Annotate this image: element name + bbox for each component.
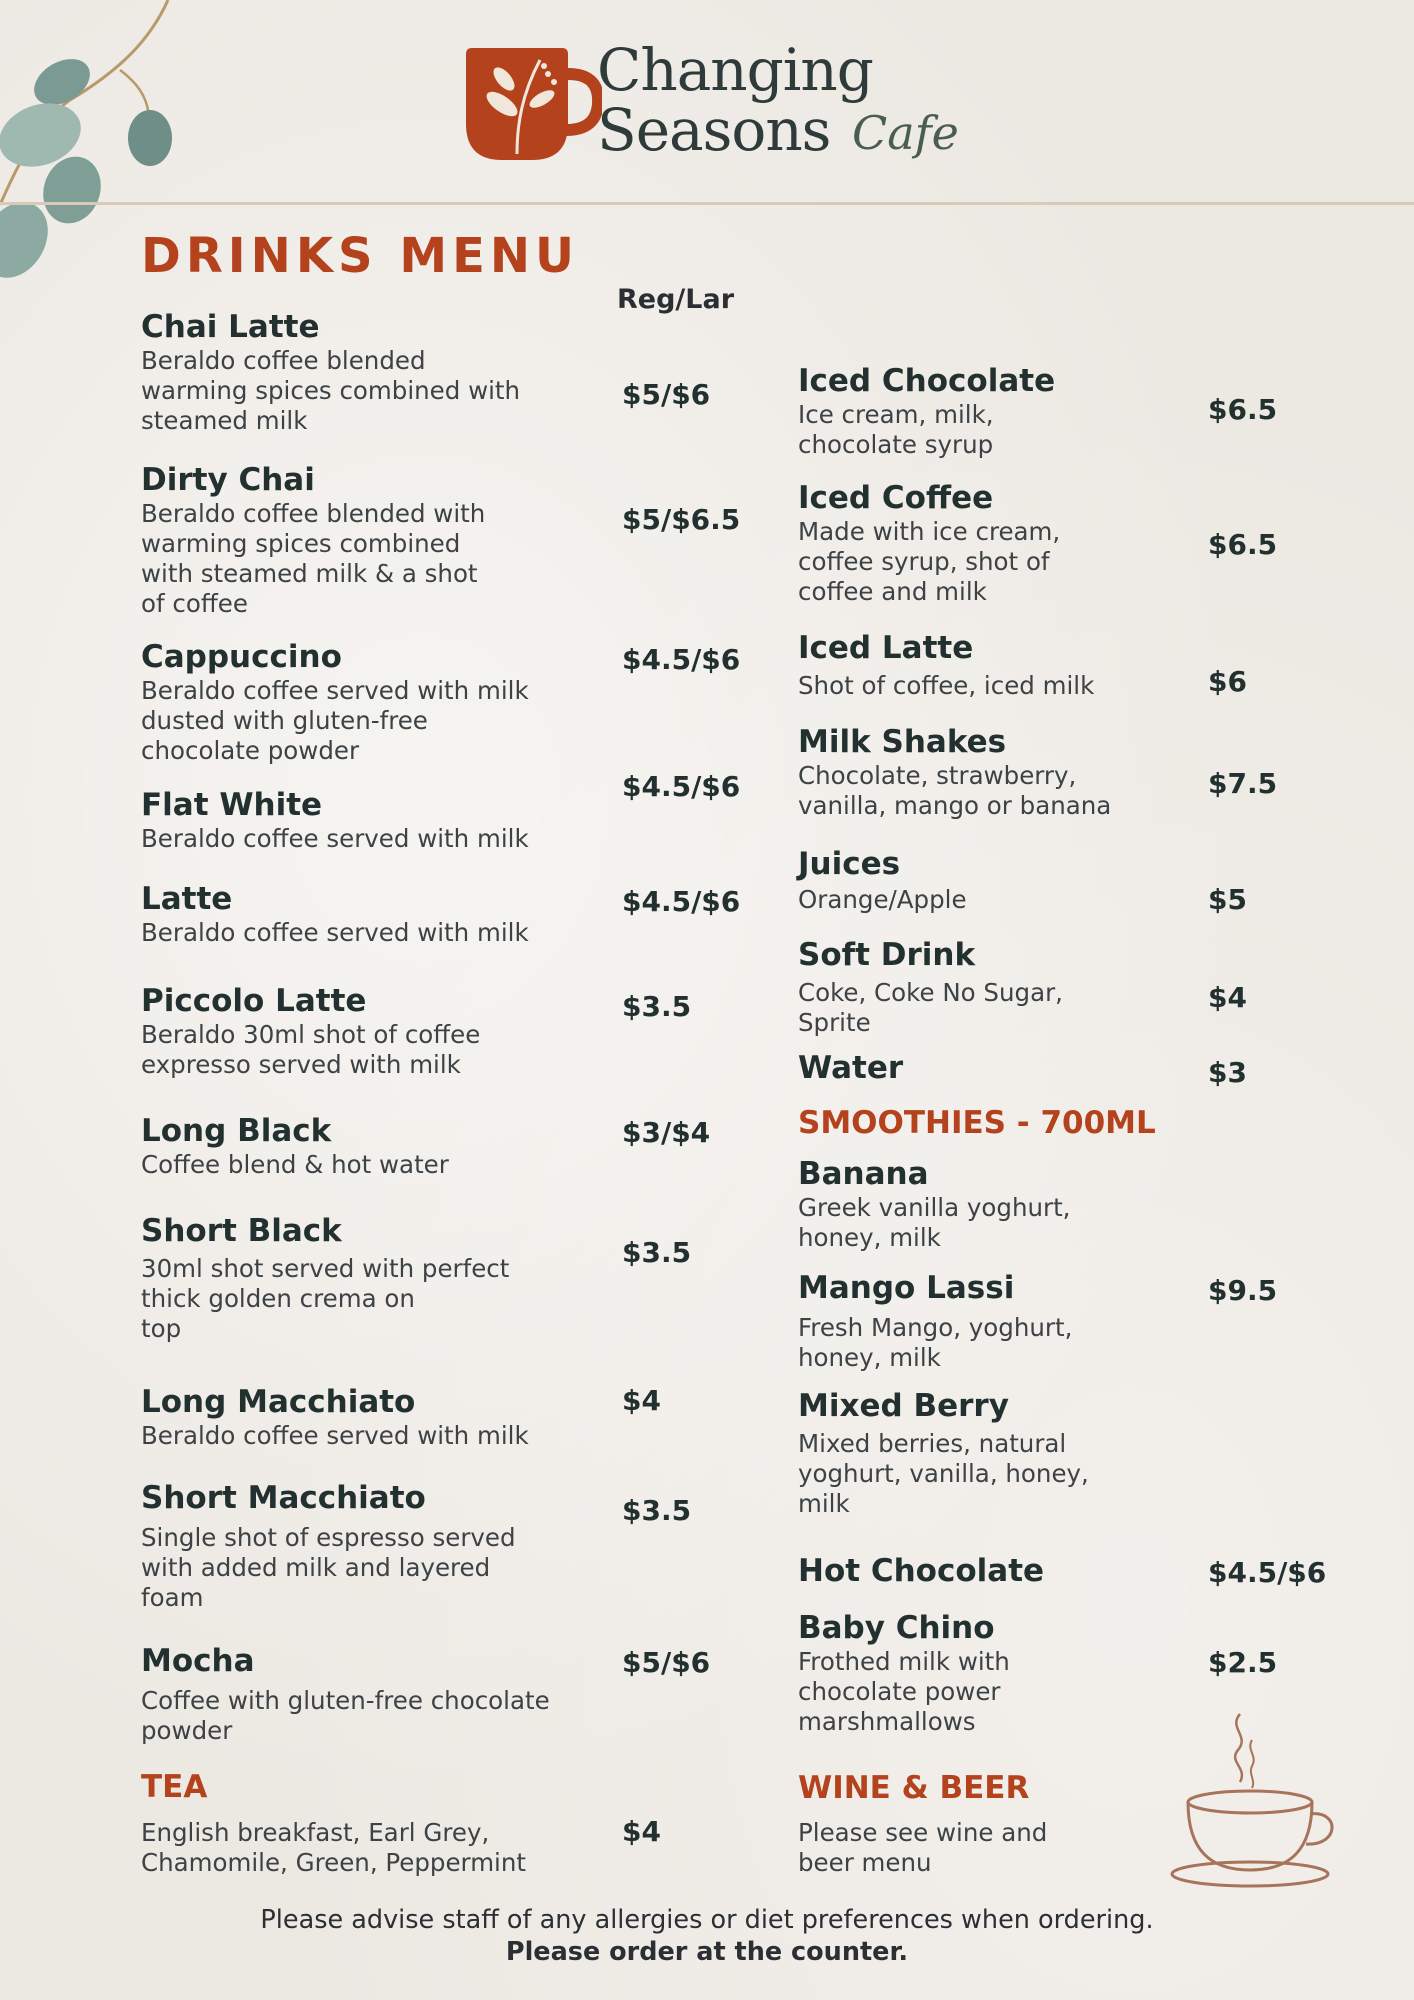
cafe-name-line2: Seasons (597, 96, 831, 164)
wine-beer-description: Please see wine and beer menu (798, 1818, 1048, 1877)
tea-description: English breakfast, Earl Grey, Chamomile, Green, Peppermint (141, 1818, 527, 1877)
item-name: Mango Lassi (798, 1270, 1015, 1306)
item-price: $3.5 (622, 1494, 692, 1527)
cafe-name-line1: Changing (597, 36, 873, 104)
item-price: $3.5 (622, 1236, 692, 1269)
item-name: Latte (141, 881, 233, 917)
menu-item (141, 461, 485, 619)
item-name: Water (798, 1050, 904, 1086)
wine-beer-heading: WINE & BEER (798, 1770, 1030, 1806)
menu-item (798, 1049, 903, 1087)
item-name: Piccolo Latte (141, 983, 367, 1019)
item-price: $4.5/$6 (622, 770, 741, 803)
cafe-script-label: Cafe (852, 106, 959, 160)
menu-item (141, 308, 520, 436)
item-price: $4 (622, 1384, 661, 1417)
item-name: Iced Latte (798, 630, 974, 666)
tea-heading: TEA (141, 1769, 208, 1805)
footer-note (0, 1904, 1414, 1968)
item-price: $4.5/$6 (622, 885, 741, 918)
item-description: Coffee with gluten-free chocolate powder (141, 1686, 550, 1745)
header-divider (0, 202, 1414, 205)
tea-item (141, 1818, 526, 1878)
item-price: $3 (1208, 1056, 1247, 1089)
item-description: Beraldo coffee blended warming spices combined with steamed milk (141, 346, 521, 435)
order-note: Please order at the counter. (505, 1937, 909, 1967)
item-description: Coffee blend & hot water (141, 1150, 449, 1179)
item-name: Banana (798, 1156, 929, 1192)
smoothies-heading: SMOOTHIES - 700ML (798, 1105, 1156, 1141)
menu-item (798, 936, 1063, 1038)
menu-item (798, 1609, 1010, 1737)
item-price: $3.5 (622, 990, 692, 1023)
item-price: $6 (1208, 665, 1247, 698)
item-description: Shot of coffee, iced milk (798, 671, 1095, 700)
item-price: $4.5/$6 (622, 643, 741, 676)
smoothie-price: $9.5 (1208, 1274, 1278, 1307)
item-name: Short Black (141, 1213, 342, 1249)
item-name: Iced Chocolate (798, 363, 1056, 399)
menu-item (141, 1212, 509, 1344)
smoothie-item (798, 1269, 1072, 1373)
item-price: $5 (1208, 883, 1247, 916)
item-description: Beraldo 30ml shot of coffee expresso served with milk (141, 1020, 481, 1079)
menu-item (798, 629, 1094, 701)
size-label: Reg/Lar (617, 284, 735, 315)
menu-item (141, 1112, 449, 1180)
item-name: Mocha (141, 1643, 255, 1679)
tea-price: $4 (622, 1815, 661, 1848)
item-price: $7.5 (1208, 767, 1278, 800)
item-description: Fresh Mango, yoghurt, honey, milk (798, 1313, 1073, 1372)
menu-item (798, 1552, 1044, 1590)
item-price: $6.5 (1208, 528, 1278, 561)
menu-item (141, 1383, 529, 1451)
item-price: $5/$6 (622, 378, 711, 411)
item-description: Beraldo coffee served with milk (141, 1421, 529, 1450)
item-price: $2.5 (1208, 1646, 1278, 1679)
item-price: $5/$6.5 (622, 503, 741, 536)
allergy-note: Please advise staff of any allergies or diet preferences when ordering. (260, 1905, 1154, 1935)
item-description: Beraldo coffee served with milk (141, 918, 529, 947)
item-price: $4.5/$6 (1208, 1556, 1327, 1589)
menu-item (141, 982, 480, 1080)
item-name: Chai Latte (141, 309, 320, 345)
cafe-name (597, 36, 873, 164)
item-description: Beraldo coffee served with milk dusted with gluten-free chocolate powder (141, 676, 529, 765)
item-description: Beraldo coffee blended with warming spices combined with steamed milk & a shot of coffee (141, 499, 486, 618)
menu-item (141, 786, 529, 854)
item-description: Greek vanilla yoghurt, honey, milk (798, 1193, 1071, 1252)
menu-item (798, 723, 1111, 821)
item-description: Ice cream, milk, chocolate syrup (798, 400, 994, 459)
item-description: Frothed milk with chocolate power marshmallows (798, 1647, 1010, 1736)
menu-item (141, 1642, 550, 1746)
menu-item (798, 362, 1055, 460)
item-name: Milk Shakes (798, 724, 1007, 760)
item-name: Soft Drink (798, 937, 976, 973)
item-description: Mixed berries, natural yoghurt, vanilla, honey, milk (798, 1429, 1089, 1518)
item-description: Orange/Apple (798, 885, 967, 914)
menu-item (141, 880, 529, 948)
menu-item (141, 638, 529, 766)
item-price: $3/$4 (622, 1116, 711, 1149)
item-description: Beraldo coffee served with milk (141, 824, 529, 853)
menu-item (798, 479, 1060, 607)
menu-item (141, 1479, 516, 1613)
smoothie-item (798, 1155, 1070, 1253)
item-description: Chocolate, strawberry, vanilla, mango or banana (798, 761, 1112, 820)
item-name: Juices (798, 846, 901, 882)
item-price: $6.5 (1208, 393, 1278, 426)
item-name: Short Macchiato (141, 1480, 426, 1516)
item-price: $5/$6 (622, 1646, 711, 1679)
cafe-logo (462, 36, 962, 170)
wine-beer-item (798, 1818, 1047, 1878)
item-description: 30ml shot served with perfect thick golden crema on top (141, 1254, 510, 1343)
item-price: $4 (1208, 981, 1247, 1014)
coffee-cup-icon (1170, 1710, 1340, 1890)
item-name: Iced Coffee (798, 480, 994, 516)
menu-heading: DRINKS MENU (141, 228, 580, 284)
smoothie-item (798, 1387, 1089, 1519)
item-name: Dirty Chai (141, 462, 315, 498)
item-name: Hot Chocolate (798, 1553, 1045, 1589)
cup-leaf-logo-icon (462, 44, 602, 164)
menu-item (798, 845, 967, 915)
item-description: Single shot of espresso served with added milk and layered foam (141, 1523, 516, 1612)
item-description: Made with ice cream, coffee syrup, shot of coffee and milk (798, 517, 1061, 606)
item-name: Mixed Berry (798, 1388, 1009, 1424)
item-name: Long Black (141, 1113, 332, 1149)
item-description: Coke, Coke No Sugar, Sprite (798, 978, 1063, 1037)
item-name: Long Macchiato (141, 1384, 416, 1420)
item-name: Flat White (141, 787, 323, 823)
item-name: Cappuccino (141, 639, 342, 675)
item-name: Baby Chino (798, 1610, 995, 1646)
